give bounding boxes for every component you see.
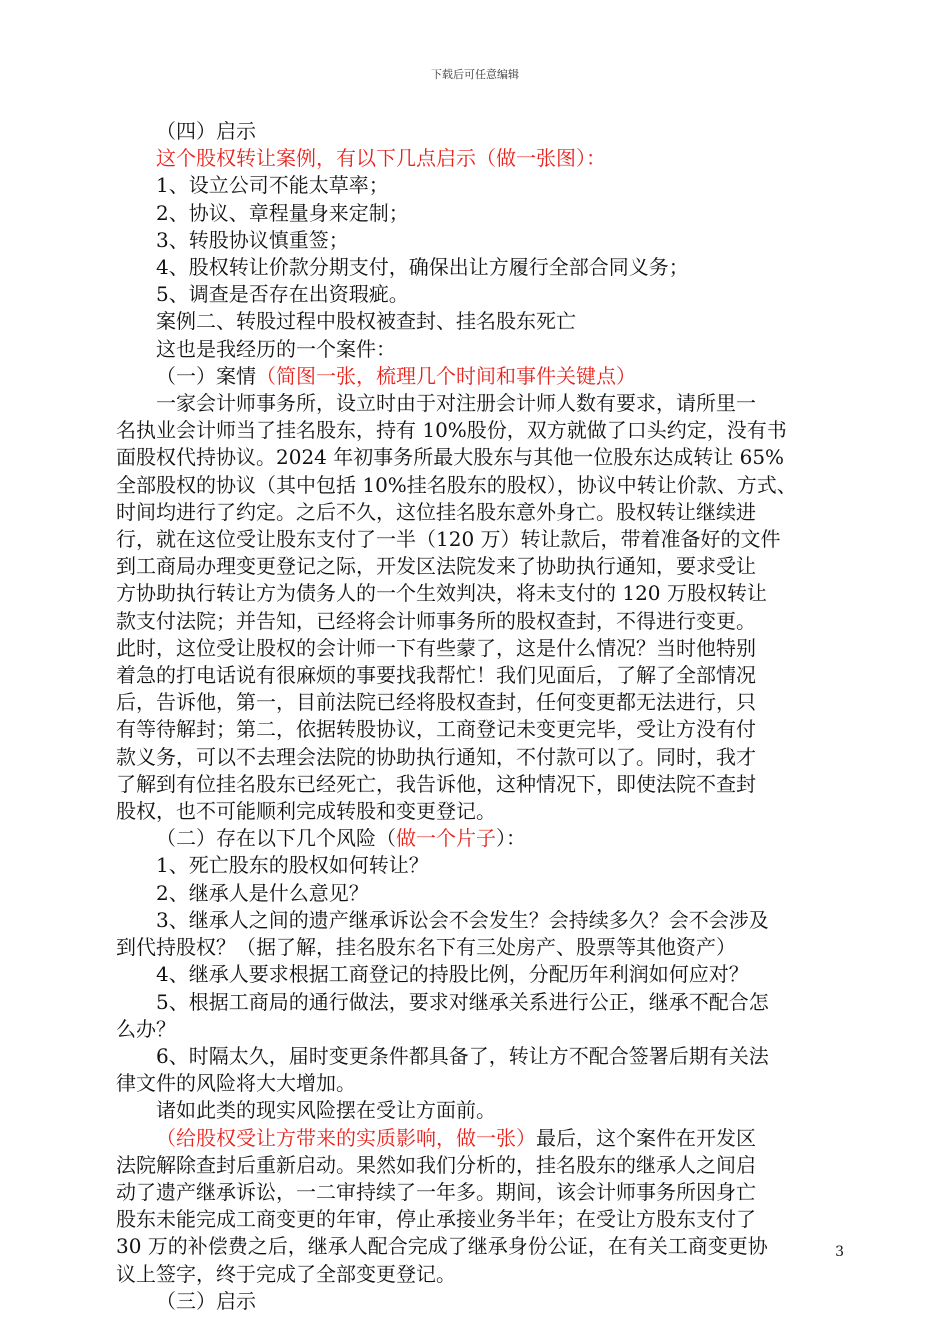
list-item: 3、转股协议慎重签； <box>156 227 349 252</box>
heading-text: ）： <box>496 826 526 851</box>
paragraph-line: 一家会计师事务所，设立时由于对注册会计师人数有要求，请所里一 <box>156 391 756 416</box>
paragraph-line: 这也是我经历的一个案件： <box>156 336 396 361</box>
paragraph-line: 行，就在这位受让股东支付了一半（120 万）转让款后，带着准备好的文件 <box>116 527 781 552</box>
paragraph-line: 款支付法院；并告知，已经将会计师事务所的股权查封，不得进行变更。 <box>116 608 756 633</box>
page-number: 3 <box>835 1244 844 1260</box>
paragraph-line: 诸如此类的现实风险摆在受让方面前。 <box>156 1098 496 1123</box>
section-heading <box>116 825 854 852</box>
paragraph-line: 股东未能完成工商变更的年审，停止承接业务半年；在受让方股东支付了 <box>116 1207 756 1232</box>
case-heading: 案例二、转股过程中股权被查封、挂名股东死亡 <box>156 309 576 334</box>
paragraph-line: 到工商局办理变更登记之际，开发区法院发来了协助执行通知，要求受让 <box>116 554 756 579</box>
paragraph-line: 么办？ <box>116 1016 176 1041</box>
heading-text: （一）案情 <box>156 363 256 388</box>
paragraph-line: 有等待解封；第二，依据转股协议，工商登记未变更完毕，受让方没有付 <box>116 717 756 742</box>
list-item: 4、继承人要求根据工商登记的持股比例，分配历年利润如何应对？ <box>156 962 749 987</box>
section-heading <box>116 363 854 390</box>
list-item: 6、时隔太久，届时变更条件都具备了，转让方不配合签署后期有关法 <box>156 1043 769 1068</box>
paragraph-line: 名执业会计师当了挂名股东，持有 10%股份，双方就做了口头约定，没有书 <box>116 418 787 443</box>
list-item: 3、继承人之间的遗产继承诉讼会不会发生？会持续多久？会不会涉及 <box>156 907 769 932</box>
paragraph-line: 了解到有位挂名股东已经死亡，我告诉他，这种情况下，即使法院不查封 <box>116 771 756 796</box>
paragraph-line: 议上签字，终于完成了全部变更登记。 <box>116 1261 456 1286</box>
document-body <box>116 118 854 1315</box>
list-item: 2、继承人是什么意见？ <box>156 880 369 905</box>
paragraph-line: 着急的打电话说有很麻烦的事要找我帮忙！我们见面后，了解了全部情况 <box>116 663 756 688</box>
paragraph-line: 此时，这位受让股权的会计师一下有些蒙了，这是什么情况？当时他特别 <box>116 635 756 660</box>
page-header: 下载后可任意编辑 <box>431 68 519 81</box>
red-note: （简图一张，梳理几个时间和事件关键点） <box>256 363 636 388</box>
paragraph-line: 到代持股权？（据了解，挂名股东名下有三处房产、股票等其他资产） <box>116 935 736 960</box>
paragraph-line: 30 万的补偿费之后，继承人配合完成了继承身份公证，在有关工商变更协 <box>116 1234 768 1259</box>
paragraph-line: 全部股权的协议（其中包括 10%挂名股东的股权），协议中转让价款、方式、 <box>116 472 797 497</box>
paragraph-line: 律文件的风险将大大增加。 <box>116 1071 356 1096</box>
paragraph-text: 最后，这个案件在开发区 <box>536 1125 756 1150</box>
list-item: 2、协议、章程量身来定制； <box>156 200 409 225</box>
list-item: 5、根据工商局的通行做法，要求对继承关系进行公正，继承不配合怎 <box>156 989 769 1014</box>
paragraph-line <box>116 1125 854 1152</box>
list-item: 1、设立公司不能太草率； <box>156 173 389 198</box>
paragraph-line: 款义务，可以不去理会法院的协助执行通知，不付款可以了。同时，我才 <box>116 744 756 769</box>
red-note: 做一个片子 <box>396 826 496 851</box>
list-item: 4、股权转让价款分期支付，确保出让方履行全部合同义务； <box>156 255 689 280</box>
section-heading: （三）启示 <box>156 1288 256 1313</box>
paragraph-line: 法院解除查封后重新启动。果然如我们分析的，挂名股东的继承人之间启 <box>116 1152 756 1177</box>
list-item: 5、调查是否存在出资瑕疵。 <box>156 282 409 307</box>
paragraph-line: 时间均进行了约定。之后不久，这位挂名股东意外身亡。股权转让继续进 <box>116 499 756 524</box>
red-note: 这个股权转让案例，有以下几点启示（做一张图）： <box>156 146 606 171</box>
paragraph-line: 股权，也不可能顺利完成转股和变更登记。 <box>116 799 496 824</box>
list-item: 1、死亡股东的股权如何转让？ <box>156 853 429 878</box>
section-heading: （四）启示 <box>156 119 256 143</box>
paragraph-line: 面股权代持协议。2024 年初事务所最大股东与其他一位股东达成转让 65% <box>116 445 785 470</box>
paragraph-line: 动了遗产继承诉讼，一二审持续了一年多。期间，该会计师事务所因身亡 <box>116 1179 756 1204</box>
red-note: （给股权受让方带来的实质影响，做一张） <box>156 1125 536 1150</box>
heading-text: （二）存在以下几个风险（ <box>156 826 396 851</box>
paragraph-line: 后，告诉他，第一，目前法院已经将股权查封，任何变更都无法进行，只 <box>116 690 756 715</box>
paragraph-line: 方协助执行转让方为债务人的一个生效判决，将未支付的 120 万股权转让 <box>116 581 767 606</box>
